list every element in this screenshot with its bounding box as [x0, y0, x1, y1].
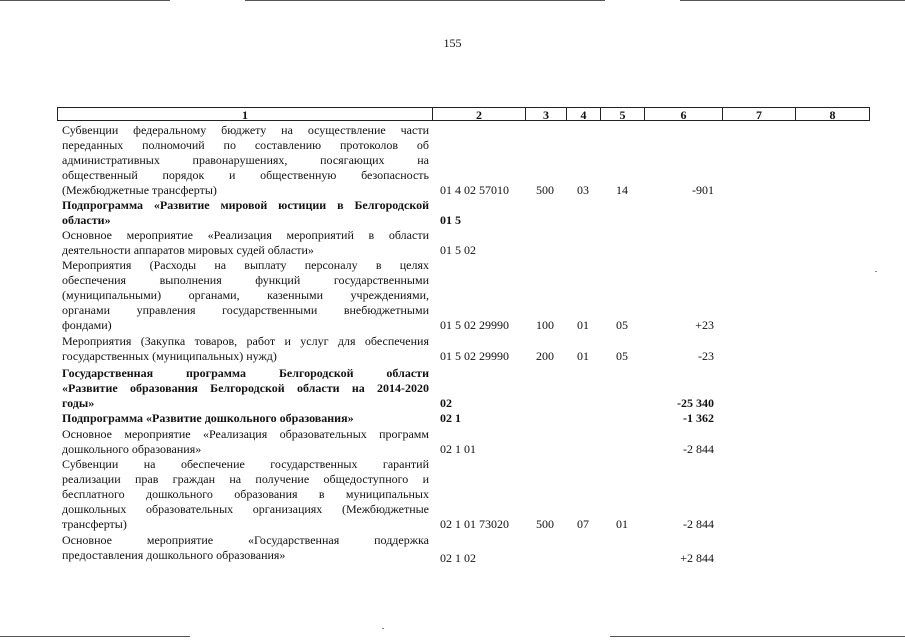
- column-header-2: 2: [432, 107, 525, 121]
- row-description: [62, 457, 429, 532]
- bottom-edge-line-left: [0, 636, 190, 637]
- section-code: 01: [577, 349, 589, 363]
- scan-speck: [382, 628, 384, 629]
- column-header-8: 8: [795, 107, 870, 121]
- budget-code: 01 5 02 29990: [440, 318, 509, 332]
- amount-value: -25 340: [677, 396, 714, 410]
- row-description: [62, 427, 429, 457]
- row-description: [62, 123, 429, 198]
- column-header-4: 4: [566, 107, 600, 121]
- description-line: Подпрограмма «Развитие мировой юстиции в Белгородской: [62, 198, 429, 212]
- amount-value: -2 844: [683, 442, 714, 456]
- expense-type-code: 200: [536, 349, 554, 363]
- expense-type-code: 500: [536, 517, 554, 531]
- description-line: Государственная программа Белгородской области: [62, 366, 429, 380]
- budget-code: 01 5 02: [440, 243, 476, 257]
- column-header-7: 7: [722, 107, 795, 121]
- budget-code: 02 1 01: [440, 442, 476, 456]
- section-code: 01: [577, 318, 589, 332]
- column-header-5: 5: [600, 107, 644, 121]
- amount-value: -901: [692, 183, 714, 197]
- budget-code: 01 5: [440, 213, 461, 227]
- top-edge-line-mid: [245, 0, 605, 1]
- budget-code: 02 1 01 73020: [440, 517, 509, 531]
- row-description: [62, 366, 429, 411]
- row-description: [62, 228, 429, 258]
- description-line: Основное мероприятие «Реализация мероприятий в области: [62, 228, 429, 242]
- description-line: Мероприятия (Закупка товаров, работ и услуг для обеспечения: [62, 334, 429, 348]
- row-description: [62, 533, 429, 563]
- description-line: государственных (муниципальных) нужд): [62, 349, 277, 363]
- description-line: «Развитие образования Белгородской области на 2014-2020: [62, 381, 429, 395]
- subsection-code: 14: [616, 183, 628, 197]
- budget-code: 02: [440, 396, 452, 410]
- section-code: 07: [577, 517, 589, 531]
- description-line: дошкольных образовательных организациях (Межбюджетные: [62, 502, 429, 516]
- description-line: Субвенции на обеспечение государственных гарантий: [62, 457, 429, 471]
- description-line: Подпрограмма «Развитие дошкольного образования»: [62, 411, 354, 425]
- row-description: [62, 411, 429, 426]
- description-line: переданных полномочий по составлению протоколов об: [62, 138, 429, 152]
- description-line: административных правонарушениях, посягающих на: [62, 153, 429, 167]
- amount-value: +2 844: [680, 551, 714, 565]
- column-header-3: 3: [525, 107, 566, 121]
- description-line: Основное мероприятие «Реализация образовательных программ: [62, 427, 429, 441]
- top-edge-line-right: [680, 0, 905, 1]
- description-line: трансферты): [62, 517, 127, 531]
- amount-value: +23: [695, 318, 714, 332]
- description-line: обеспечения выполнения функций государственными: [62, 273, 429, 287]
- row-description: [62, 334, 429, 364]
- amount-value: -2 844: [683, 517, 714, 531]
- description-line: Субвенции федеральному бюджету на осуществление части: [62, 123, 429, 137]
- description-line: предоставления дошкольного образования»: [62, 548, 286, 562]
- budget-code: 02 1: [440, 411, 461, 425]
- description-line: (муниципальными) органами, казенными учреждениями,: [62, 288, 429, 302]
- description-line: бесплатного дошкольного образования в муниципальных: [62, 487, 429, 501]
- description-line: фондами): [62, 318, 112, 332]
- budget-code: 01 4 02 57010: [440, 183, 509, 197]
- description-line: годы»: [62, 396, 95, 410]
- column-header-6: 6: [644, 107, 722, 121]
- expense-type-code: 500: [536, 183, 554, 197]
- description-line: области»: [62, 213, 111, 227]
- scan-speck: [875, 271, 877, 272]
- description-line: органами управления государственными внебюджетными: [62, 303, 429, 317]
- top-edge-line-left: [0, 0, 170, 1]
- description-line: общественный порядок и общественную безопасность: [62, 168, 429, 182]
- description-line: дошкольного образования»: [62, 442, 202, 456]
- description-line: (Межбюджетные трансферты): [62, 183, 217, 197]
- row-description: [62, 258, 429, 333]
- bottom-edge-line-right: [610, 636, 905, 637]
- row-description: [62, 198, 429, 228]
- page-number: 155: [443, 36, 462, 50]
- description-line: Основное мероприятие «Государственная поддержка: [62, 533, 429, 547]
- budget-code: 02 1 02: [440, 551, 476, 565]
- description-line: реализации прав граждан на получение общедоступного и: [62, 472, 429, 486]
- expense-type-code: 100: [536, 318, 554, 332]
- subsection-code: 05: [616, 349, 628, 363]
- subsection-code: 01: [616, 517, 628, 531]
- description-line: деятельности аппаратов мировых судей области»: [62, 243, 314, 257]
- amount-value: -1 362: [683, 411, 714, 425]
- budget-code: 01 5 02 29990: [440, 349, 509, 363]
- subsection-code: 05: [616, 318, 628, 332]
- amount-value: -23: [698, 349, 714, 363]
- column-header-1: 1: [57, 107, 432, 121]
- description-line: Мероприятия (Расходы на выплату персоналу в целях: [62, 258, 429, 272]
- section-code: 03: [577, 183, 589, 197]
